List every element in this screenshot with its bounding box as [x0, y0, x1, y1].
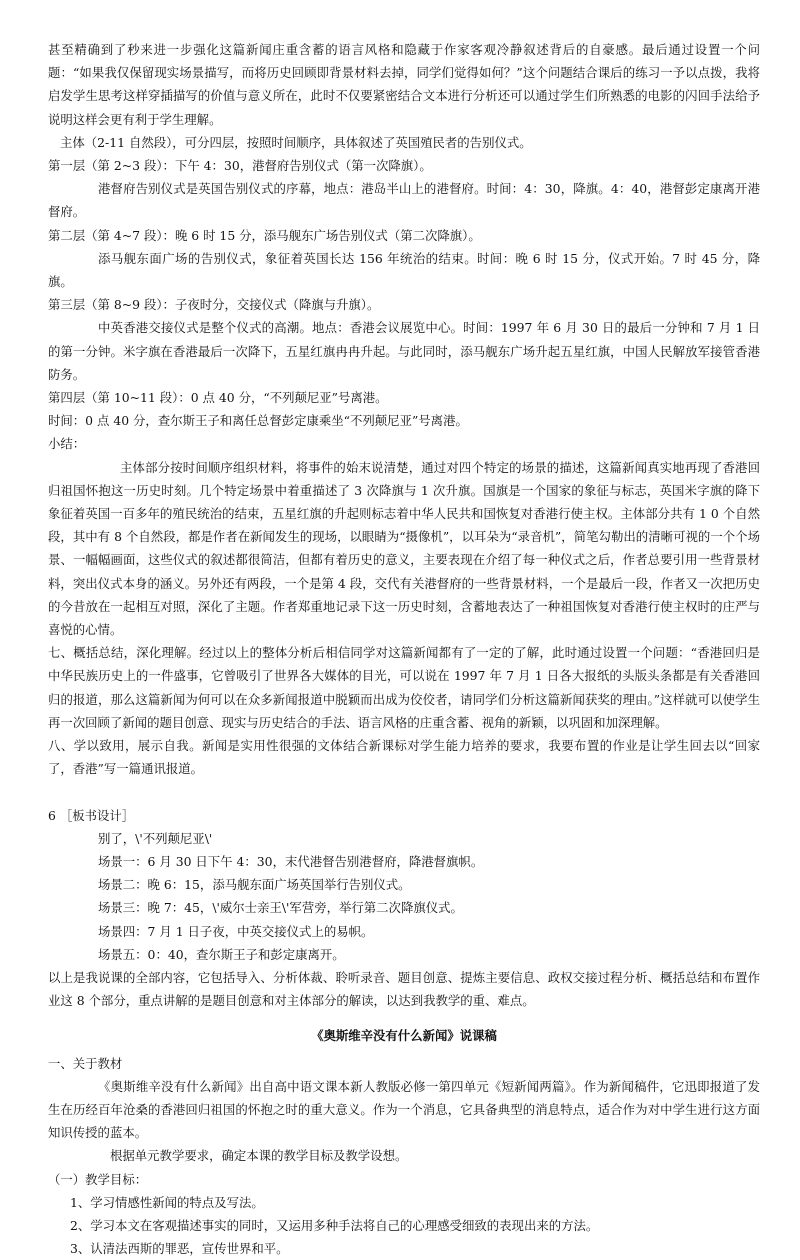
section-heading: 主体（2-11 自然段），可分四层，按照时间顺序，具体叙述了英国殖民者的告别仪式。: [60, 134, 532, 150]
paragraph: 港督府告别仪式是英国告别仪式的序幕，地点：港岛半山上的港督府。时间：4：30，降旗。4：40，港督彭定康离开港督府。: [48, 181, 760, 220]
layer-heading: 第一层（第 2~3 段）：下午 4：30，港督府告别仪式（第一次降旗）。: [48, 158, 432, 174]
document-page: [48, 38, 760, 1260]
paragraph: 添马舰东面广场的告别仪式，象征着英国长达 156 年统治的结束。时间：晚 6 时 15 分，仪式开始。7 时 45 分，降旗。: [48, 250, 760, 290]
paragraph: 根据单元教学要求，确定本课的教学目标及教学设想。: [110, 1148, 408, 1164]
layer-heading: 第二层（第 4~7 段）：晚 6 时 15 分，添马舰东广场告别仪式（第二次降旗）。: [48, 227, 481, 243]
list-item: 1、学习情感性新闻的特点及写法。: [70, 1194, 264, 1210]
board-line: 场景一：6 月 30 日下午 4：30，末代港督告别港督府，降港督旗帜。: [98, 853, 484, 869]
paragraph: 主体部分按时间顺序组织材料，将事件的始末说清楚，通过对四个特定的场景的描述，这篇新闻真实地再现了香港回归祖国怀抱这一历史时刻。几个特定场景中着重描述了 3 次降旗与 1 次升旗。国旗是一个国家的象征与标志，英国米字旗的降下象征着英国一百多年的殖民统治的结束，五星红旗的升起则标志着中华人民共和国恢复对香港行使主权。主体部分共有 1 0 个自然段，其中有 8 个自然段，都是作者在新闻发生的现场，以眼睛为“摄像机”，以耳朵为“录音机”，简笔勾勒出的清晰可视的一个个场景、一幅幅画面，这些仪式的叙述都很简洁，但都有着历史的意义，主要表现在介绍了每一种仪式之后，作者总要引用一些背景材料，突出仪式本身的涵义。另外还有两段，一个是第 4 段，交代有关港督府的一些背景材料，一个是最后一段，作者又一次把历史的今昔放在一起相互对照，深化了主题。作者郑重地记录下这一历史时刻，含蓄地表达了一种祖国恢复对香港行使主权时的庄严与喜悦的心情。: [48, 459, 760, 638]
paragraph: 以上是我说课的全部内容，它包括导入、分析体裁、聆听录音、题目创意、提炼主要信息、政权交接过程分析、概括总结和布置作业这 8 个部分，重点讲解的是题目创意和对主体部分的解读，以达到我教学的重、难点。: [48, 969, 760, 1009]
summary-label: 小结：: [48, 436, 86, 452]
paragraph: 《奥斯维辛没有什么新闻》出自高中语文课本新人教版必修一第四单元《短新闻两篇》。作为新闻稿件，它迅即报道了发生在历经百年沧桑的香港回归祖国的怀抱之时的重大意义。作为一个消息，它具备典型的消息特点，适合作为对中学生进行这方面知识传授的蓝本。: [48, 1078, 760, 1141]
board-line: 场景三：晚 7：45，\'威尔士亲王\'军营旁，举行第二次降旗仪式。: [98, 900, 463, 916]
section-heading: 八、学以致用，展示自我。新闻是实用性很强的文体结合新课标对学生能力培养的要求，我要布置的作业是让学生回去以“回家了，香港”写一篇通讯报道。: [48, 738, 760, 777]
subsection-heading: （一）教学目标：: [48, 1171, 148, 1187]
section-heading: 一、关于教材: [48, 1055, 123, 1071]
layer-heading: 第三层（第 8~9 段）：子夜时分，交接仪式（降旗与升旗）。: [48, 297, 380, 313]
board-line: 场景二：晚 6：15，添马舰东面广场英国举行告别仪式。: [98, 877, 411, 893]
board-line: 场景四：7 月 1 日子夜，中英交接仪式上的易帜。: [98, 923, 374, 939]
document-title: 《奥斯维辛没有什么新闻》说课稿: [311, 1028, 497, 1044]
board-line: 场景五：0：40，查尔斯王子和彭定康离开。: [98, 946, 345, 962]
board-design-heading: 6 ［板书设计］: [48, 807, 135, 823]
section-heading: 七、概括总结，深化理解。经过以上的整体分析后相信同学对这篇新闻都有了一定的了解，此时通过设置一个问题：“香港回归是中华民族历史上的一件盛事，它曾吸引了世界各大媒体的目光，可以说在 1997 年 7 月 1 日各大报纸的头版头条都是有关香港回归的报道，那么这篇新闻为何可以在众多新闻报道中脱颖而出成为佼佼者，请同学们分析这篇新闻获奖的理由。”这样就可以使学生再一次回顾了新闻的题目创意、现实与历史结合的手法、语言风格的庄重含蓄、视角的新颖，以巩固和加深理解。: [48, 645, 760, 730]
board-line: 别了，\'不列颠尼亚\': [98, 830, 213, 846]
paragraph: 中英香港交接仪式是整个仪式的高潮。地点：香港会议展览中心。时间：1997 年 6 月 30 日的最后一分钟和 7 月 1 日的第一分钟。米字旗在香港最后一次降下，五星红旗冉冉升起。与此同时，添马舰东广场升起五星红旗，中国人民解放军接管香港防务。: [48, 320, 760, 382]
paragraph: 甚至精确到了秒来进一步强化这篇新闻庄重含蓄的语言风格和隐藏于作家客观冷静叙述背后的自豪感。最后通过设置一个问题：“如果我仅保留现实场景描写，而将历史回顾即背景材料去掉，同学们觉得如何？”这个问题结合课后的练习一予以点拨，我将启发学生思考这样穿插描写的价值与意义所在，此时不仅要紧密结合文本进行分析还可以通过学生们所熟悉的电影的闪回手法给予说明这样会更有利于学生理解。: [48, 42, 760, 127]
spacer: [48, 781, 760, 804]
list-item: 2、学习本文在客观描述事实的同时，又运用多种手法将自己的心理感受细致的表现出来的方法。: [70, 1217, 599, 1233]
list-item: 3、认清法西斯的罪恶，宣传世界和平。: [70, 1241, 289, 1257]
layer-heading: 第四层（第 10~11 段）：0 点 40 分，“不列颠尼亚”号离港。: [48, 390, 388, 406]
paragraph: 时间：0 点 40 分，查尔斯王子和离任总督彭定康乘坐“不列颠尼亚”号离港。: [48, 413, 468, 429]
